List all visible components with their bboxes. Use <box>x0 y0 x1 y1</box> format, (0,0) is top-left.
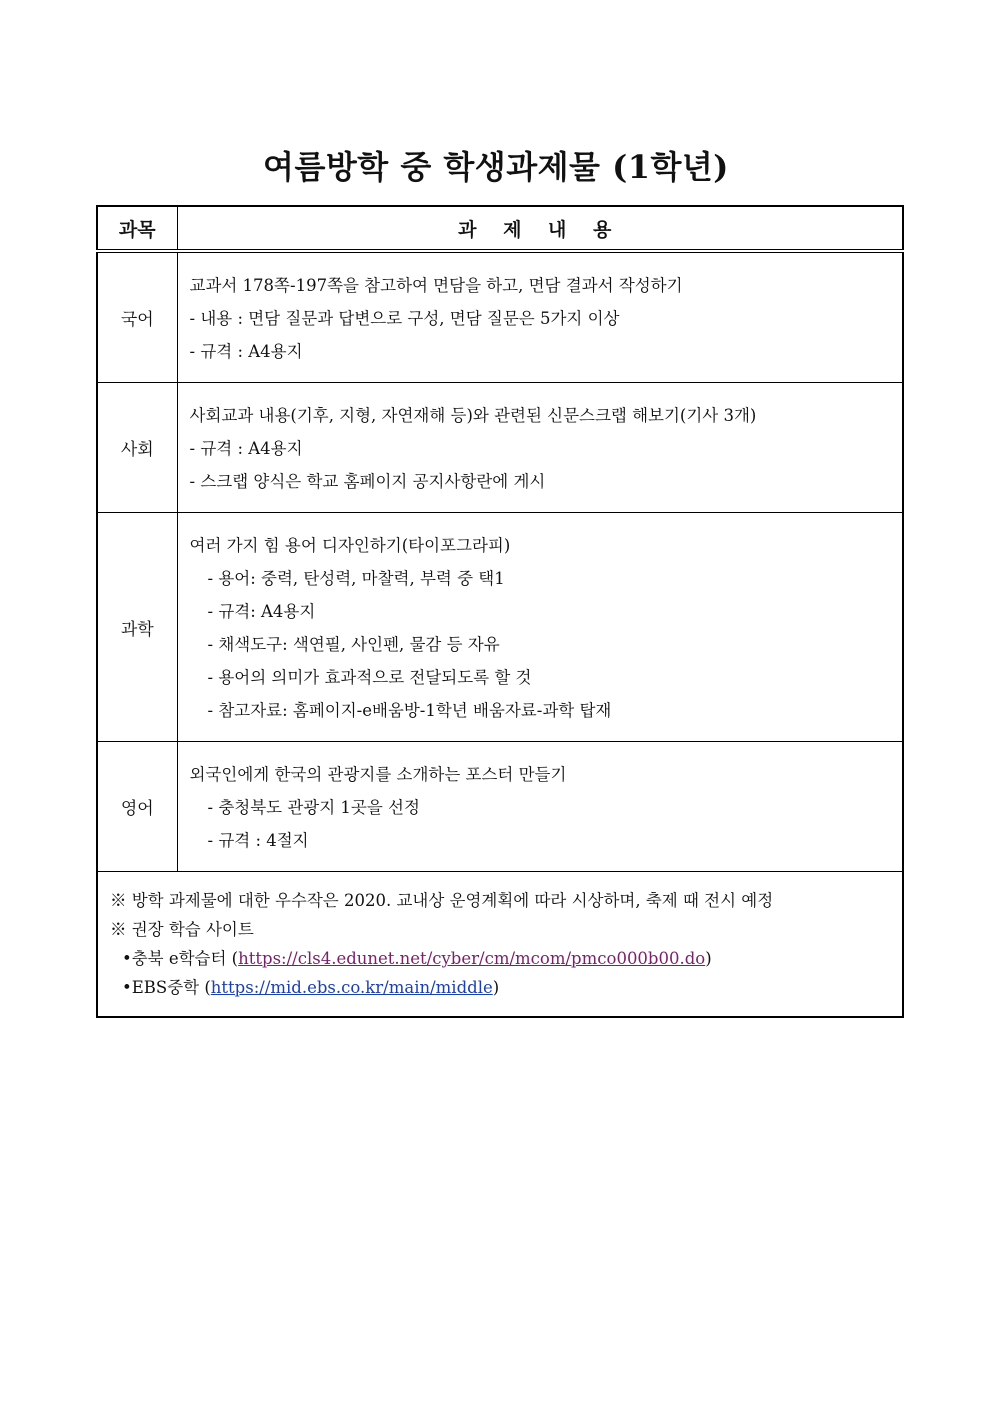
table-row <box>97 513 903 742</box>
table-row <box>97 742 903 872</box>
table-header-row <box>97 206 903 251</box>
site-link-chungbuk[interactable]: https://cls4.edunet.net/cyber/cm/mcom/pmco000b00.do <box>238 949 706 968</box>
site-item-ebs <box>110 973 892 1002</box>
notes-row <box>97 872 903 1018</box>
table-row <box>97 383 903 513</box>
task-line: 교과서 178쪽-197쪽을 참고하여 면담을 하고, 면담 결과서 작성하기 <box>189 276 683 295</box>
task-content-korean <box>177 251 903 383</box>
task-line: - 규격 : A4용지 <box>189 342 303 361</box>
task-line: - 규격 : 4절지 <box>207 831 309 850</box>
task-line: - 용어: 중력, 탄성력, 마찰력, 부력 중 택1 <box>207 569 505 588</box>
assignment-table <box>96 205 904 1018</box>
task-line: - 규격 : A4용지 <box>189 439 303 458</box>
site-suffix: ) <box>492 978 500 997</box>
task-line: 여러 가지 힘 용어 디자인하기(타이포그라피) <box>189 536 511 555</box>
site-suffix: ) <box>705 949 712 968</box>
task-line: - 내용 : 면담 질문과 답변으로 구성, 면담 질문은 5가지 이상 <box>189 309 620 328</box>
site-label: •EBS중학 ( <box>122 978 211 997</box>
site-link-ebs[interactable]: https://mid.ebs.co.kr/main/middle <box>210 978 493 997</box>
task-line: - 규격: A4용지 <box>207 602 316 621</box>
site-item-chungbuk <box>110 944 892 973</box>
table-row <box>97 251 903 383</box>
award-note: ※ 방학 과제물에 대한 우수작은 2020. 교내상 운영계획에 따라 시상하며, 축제 때 전시 예정 <box>110 891 774 910</box>
task-content-english <box>177 742 903 872</box>
subject-social: 사회 <box>97 383 177 513</box>
task-line: - 채색도구: 색연필, 사인펜, 물감 등 자유 <box>207 635 500 654</box>
task-line: - 용어의 의미가 효과적으로 전달되도록 할 것 <box>207 668 532 687</box>
subject-english: 영어 <box>97 742 177 872</box>
task-line: - 스크랩 양식은 학교 홈페이지 공지사항란에 게시 <box>189 472 546 491</box>
task-content-science <box>177 513 903 742</box>
task-line: 사회교과 내용(기후, 지형, 자연재해 등)와 관련된 신문스크랩 해보기(기사 3개) <box>189 406 757 425</box>
header-task: 과 제 내 용 <box>177 206 903 251</box>
header-subject: 과목 <box>97 206 177 251</box>
task-line: - 참고자료: 홈페이지-e배움방-1학년 배움자료-과학 탑재 <box>207 701 612 720</box>
page-title: 여름방학 중 학생과제물 (1학년) <box>263 148 729 186</box>
subject-korean: 국어 <box>97 251 177 383</box>
task-line: - 충청북도 관광지 1곳을 선정 <box>207 798 420 817</box>
task-line: 외국인에게 한국의 관광지를 소개하는 포스터 만들기 <box>189 765 567 784</box>
task-content-social <box>177 383 903 513</box>
recommended-sites-heading: ※ 권장 학습 사이트 <box>110 920 254 939</box>
notes-cell <box>97 872 903 1018</box>
site-label: •충북 e학습터 ( <box>122 949 239 968</box>
subject-science: 과학 <box>97 513 177 742</box>
